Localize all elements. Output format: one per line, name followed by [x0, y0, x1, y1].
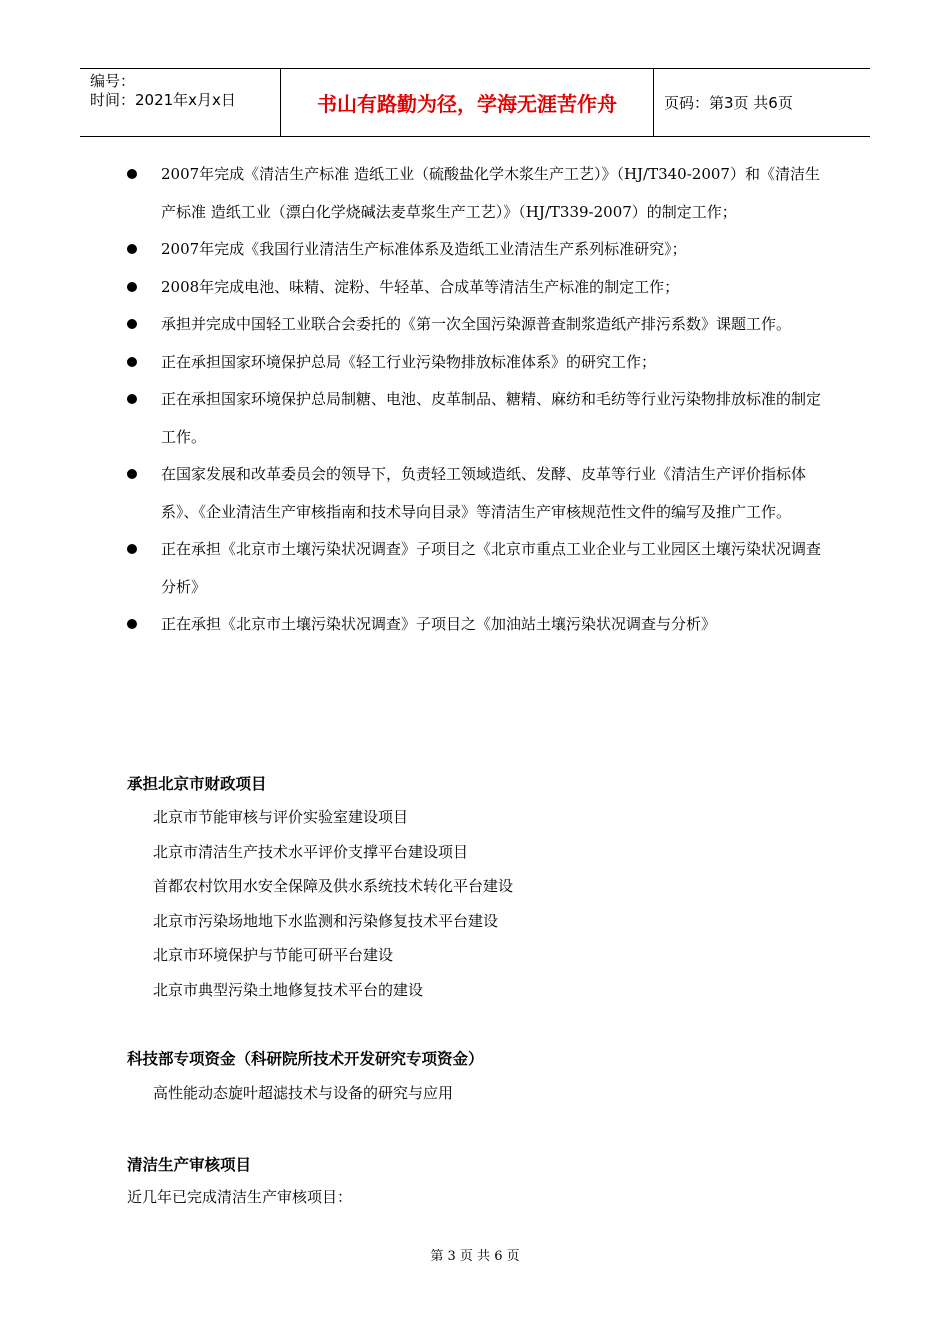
- list-item: 正在承担国家环境保护总局制糖、电池、皮革制品、糖精、麻纺和毛纺等行业污染物排放标准的制定工作。: [125, 381, 825, 456]
- doc-number-label: 编号：: [90, 72, 136, 90]
- list-item: 北京市节能审核与评价实验室建设项目: [153, 808, 409, 826]
- list-item: 北京市环境保护与节能可研平台建设: [153, 946, 394, 964]
- list-item: 在国家发展和改革委员会的领导下，负责轻工领域造纸、发酵、皮革等行业《清洁生产评价指标体系》、《企业清洁生产审核指南和技术导向目录》等清洁生产审核规范性文件的编写及推广工作。: [125, 456, 825, 531]
- header-meta: [80, 69, 281, 136]
- list-item: 2007年完成《清洁生产标准 造纸工业（硫酸盐化学木浆生产工艺）》（HJ/T340-2007）和《清洁生产标准 造纸工业（漂白化学烧碱法麦草浆生产工艺）》（HJ/T339-2007）的制定工作；: [125, 156, 825, 231]
- bullet-icon: [127, 319, 137, 329]
- achievement-list: [125, 156, 825, 644]
- header-page-label: 页码：第3页 共6页: [664, 94, 793, 112]
- list-item: 正在承担《北京市土壤污染状况调查》子项目之《北京市重点工业企业与工业园区土壤污染状况调查分析》: [125, 531, 825, 606]
- bullet-icon: [127, 619, 137, 629]
- bullet-icon: [127, 244, 137, 254]
- doc-time-label: 时间：2021年x月x日: [90, 91, 236, 109]
- list-item: 正在承担《北京市土壤污染状况调查》子项目之《加油站土壤污染状况调查与分析》: [125, 606, 825, 644]
- list-item: 正在承担国家环境保护总局《轻工行业污染物排放标准体系》的研究工作；: [125, 344, 825, 382]
- header-motto: 书山有路勤为径，学海无涯苦作舟: [281, 69, 654, 136]
- section-title-audit: 清洁生产审核项目: [127, 1156, 252, 1174]
- section-title-most-fund: 科技部专项资金（科研院所技术开发研究专项资金）: [127, 1050, 484, 1068]
- section-title-beijing-finance: 承担北京市财政项目: [127, 775, 267, 793]
- page-footer: 第 3 页 共 6 页: [430, 1249, 520, 1264]
- list-item: 高性能动态旋叶超滤技术与设备的研究与应用: [153, 1084, 454, 1102]
- list-item: 2008年完成电池、味精、淀粉、牛轻革、合成革等清洁生产标准的制定工作；: [125, 269, 825, 307]
- bullet-icon: [127, 544, 137, 554]
- audit-intro: 近几年已完成清洁生产审核项目：: [127, 1188, 353, 1206]
- list-item: 首都农村饮用水安全保障及供水系统技术转化平台建设: [153, 877, 514, 895]
- bullet-icon: [127, 394, 137, 404]
- page-header: [80, 68, 870, 137]
- bullet-icon: [127, 357, 137, 367]
- list-item: 北京市清洁生产技术水平评价支撑平台建设项目: [153, 842, 469, 861]
- list-item: 承担并完成中国轻工业联合会委托的《第一次全国污染源普查制浆造纸产排污系数》课题工作。: [125, 306, 825, 344]
- bullet-icon: [127, 469, 137, 479]
- bullet-icon: [127, 169, 137, 179]
- list-item: 北京市污染场地地下水监测和污染修复技术平台建设: [153, 911, 499, 930]
- most-fund-list: [153, 1076, 453, 1111]
- beijing-finance-list: [153, 800, 513, 1007]
- list-item: 2007年完成《我国行业清洁生产标准体系及造纸工业清洁生产系列标准研究》；: [125, 231, 825, 269]
- bullet-icon: [127, 282, 137, 292]
- list-item: 北京市典型污染土地修复技术平台的建设: [153, 980, 424, 999]
